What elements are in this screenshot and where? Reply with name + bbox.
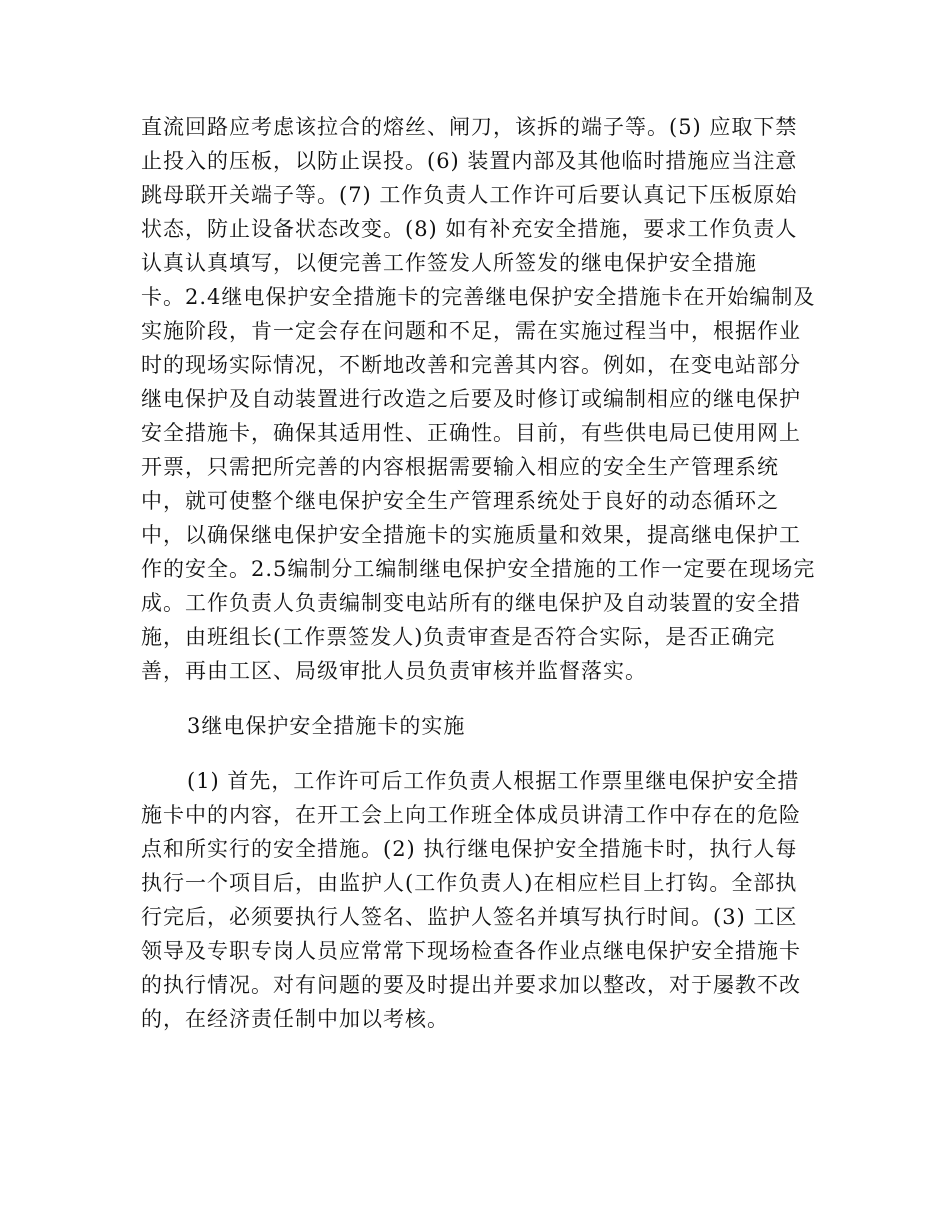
- paragraph-1-line-7: 实施阶段，肯一定会存在问题和不足，需在实施过程当中，根据作业: [141, 319, 801, 343]
- paragraph-1-line-8: 时的现场实际情况，不断地改善和完善其内容。例如，在变电站部分: [141, 353, 801, 377]
- paragraph-2-line-3: 点和所实行的安全措施。(2) 执行继电保护安全措施卡时，执行人每: [141, 837, 798, 861]
- paragraph-1-line-2: 止投入的压板，以防止误投。(6) 装置内部及其他临时措施应当注意: [141, 149, 798, 173]
- paragraph-2-line-7: 的执行情况。对有问题的要及时提出并要求加以整改，对于屡教不改: [141, 973, 801, 997]
- paragraph-1-line-12: 中，就可使整个继电保护安全生产管理系统处于良好的动态循环之: [141, 489, 779, 513]
- paragraph-1-line-6: 卡。2.4继电保护安全措施卡的完善继电保护安全措施卡在开始编制及: [141, 285, 816, 309]
- paragraph-2-line-8: 的，在经济责任制中加以考核。: [141, 1007, 449, 1031]
- paragraph-1-line-1: 直流回路应考虑该拉合的熔丝、闸刀，该拆的端子等。(5) 应取下禁: [141, 115, 798, 139]
- paragraph-2-line-6: 领导及专职专岗人员应常常下现场检查各作业点继电保护安全措施卡: [141, 939, 801, 963]
- paragraph-1-line-4: 状态，防止设备状态改变。(8) 如有补充安全措施，要求工作负责人: [141, 217, 798, 241]
- paragraph-1-line-14: 作的安全。2.5编制分工编制继电保护安全措施的工作一定要在现场完: [141, 557, 816, 581]
- paragraph-1-line-11: 开票，只需把所完善的内容根据需要输入相应的安全生产管理系统: [141, 455, 779, 479]
- paragraph-1-line-16: 施，由班组长(工作票签发人)负责审查是否符合实际，是否正确完: [141, 625, 776, 649]
- paragraph-2-line-5: 行完后，必须要执行人签名、监护人签名并填写执行时间。(3) 工区: [141, 905, 798, 929]
- paragraph-1-line-5: 认真认真填写，以便完善工作签发人所签发的继电保护安全措施: [141, 251, 757, 275]
- paragraph-1-line-10: 安全措施卡，确保其适用性、正确性。目前，有些供电局已使用网上: [141, 421, 801, 445]
- paragraph-1-line-13: 中，以确保继电保护安全措施卡的实施质量和效果，提高继电保护工: [141, 523, 801, 547]
- paragraph-1-line-3: 跳母联开关端子等。(7) 工作负责人工作许可后要认真记下压板原始: [141, 183, 798, 207]
- paragraph-2-line-4: 执行一个项目后，由监护人(工作负责人)在相应栏目上打钩。全部执: [141, 871, 798, 895]
- paragraph-1-line-9: 继电保护及自动装置进行改造之后要及时修订或编制相应的继电保护: [141, 387, 801, 411]
- section-heading: 3继电保护安全措施卡的实施: [187, 714, 466, 738]
- paragraph-1-line-17: 善，再由工区、局级审批人员负责审核并监督落实。: [141, 659, 647, 683]
- paragraph-1-line-15: 成。工作负责人负责编制变电站所有的继电保护及自动装置的安全措: [141, 591, 801, 615]
- paragraph-2-line-2: 施卡中的内容，在开工会上向工作班全体成员讲清工作中存在的危险: [141, 803, 801, 827]
- paragraph-2-line-1: (1) 首先，工作许可后工作负责人根据工作票里继电保护安全措: [187, 769, 800, 793]
